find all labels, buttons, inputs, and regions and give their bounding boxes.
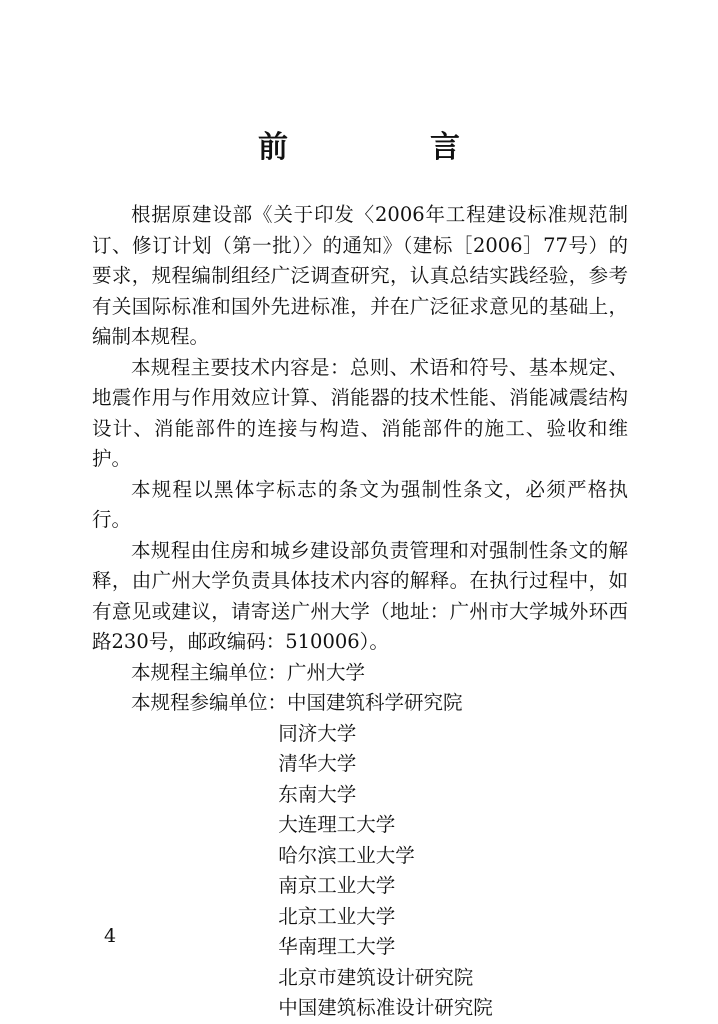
participating-unit-list — [92, 719, 628, 1024]
preface-body — [92, 200, 628, 1024]
page-title: 前 言 — [258, 130, 516, 165]
page-number: 4 — [104, 925, 117, 947]
participating-unit: 南京工业大学 — [278, 874, 396, 897]
participating-unit: 中国建筑科学研究院 — [287, 691, 463, 714]
chief-editor-unit: 本规程主编单位：广州大学 — [131, 660, 366, 684]
participating-label: 本规程参编单位： — [131, 691, 288, 714]
participating-first-row — [92, 688, 628, 719]
participating-unit: 同济大学 — [278, 721, 357, 745]
participating-unit: 清华大学 — [278, 752, 357, 775]
participating-unit: 大连理工大学 — [278, 813, 396, 836]
participating-unit: 东南大学 — [278, 782, 357, 806]
paragraph-management: 本规程由住房和城乡建设部负责管理和对强制性条文的解释，由广州大学负责具体技术内容的解释。在执行过程中，如有意见或建议，请寄送广州大学（地址：广州市大学城外环西路230号，邮政编码：510006）。 — [92, 538, 628, 653]
participating-unit: 华南理工大学 — [278, 935, 396, 958]
participating-unit: 北京工业大学 — [278, 904, 396, 928]
participating-unit: 北京市建筑设计研究院 — [278, 965, 474, 989]
paragraph-content: 本规程主要技术内容是：总则、术语和符号、基本规定、地震作用与作用效应计算、消能器的技术性能、消能减震结构设计、消能部件的连接与构造、消能部件的施工、验收和维护。 — [92, 355, 628, 470]
participating-unit: 中国建筑标准设计研究院 — [278, 996, 493, 1019]
paragraph-mandatory: 本规程以黑体字标志的条文为强制性条文，必须严格执行。 — [92, 477, 628, 531]
paragraph-basis: 根据原建设部《关于印发〈2006年工程建设标准规范制订、修订计划（第一批）〉的通知》（建标［2006］77号）的要求，规程编制组经广泛调查研究，认真总结实践经验，参考有关国际标准和国外先进标准，并在广泛征求意见的基础上，编制本规程。 — [92, 203, 628, 348]
participating-unit: 哈尔滨工业大学 — [278, 843, 415, 867]
